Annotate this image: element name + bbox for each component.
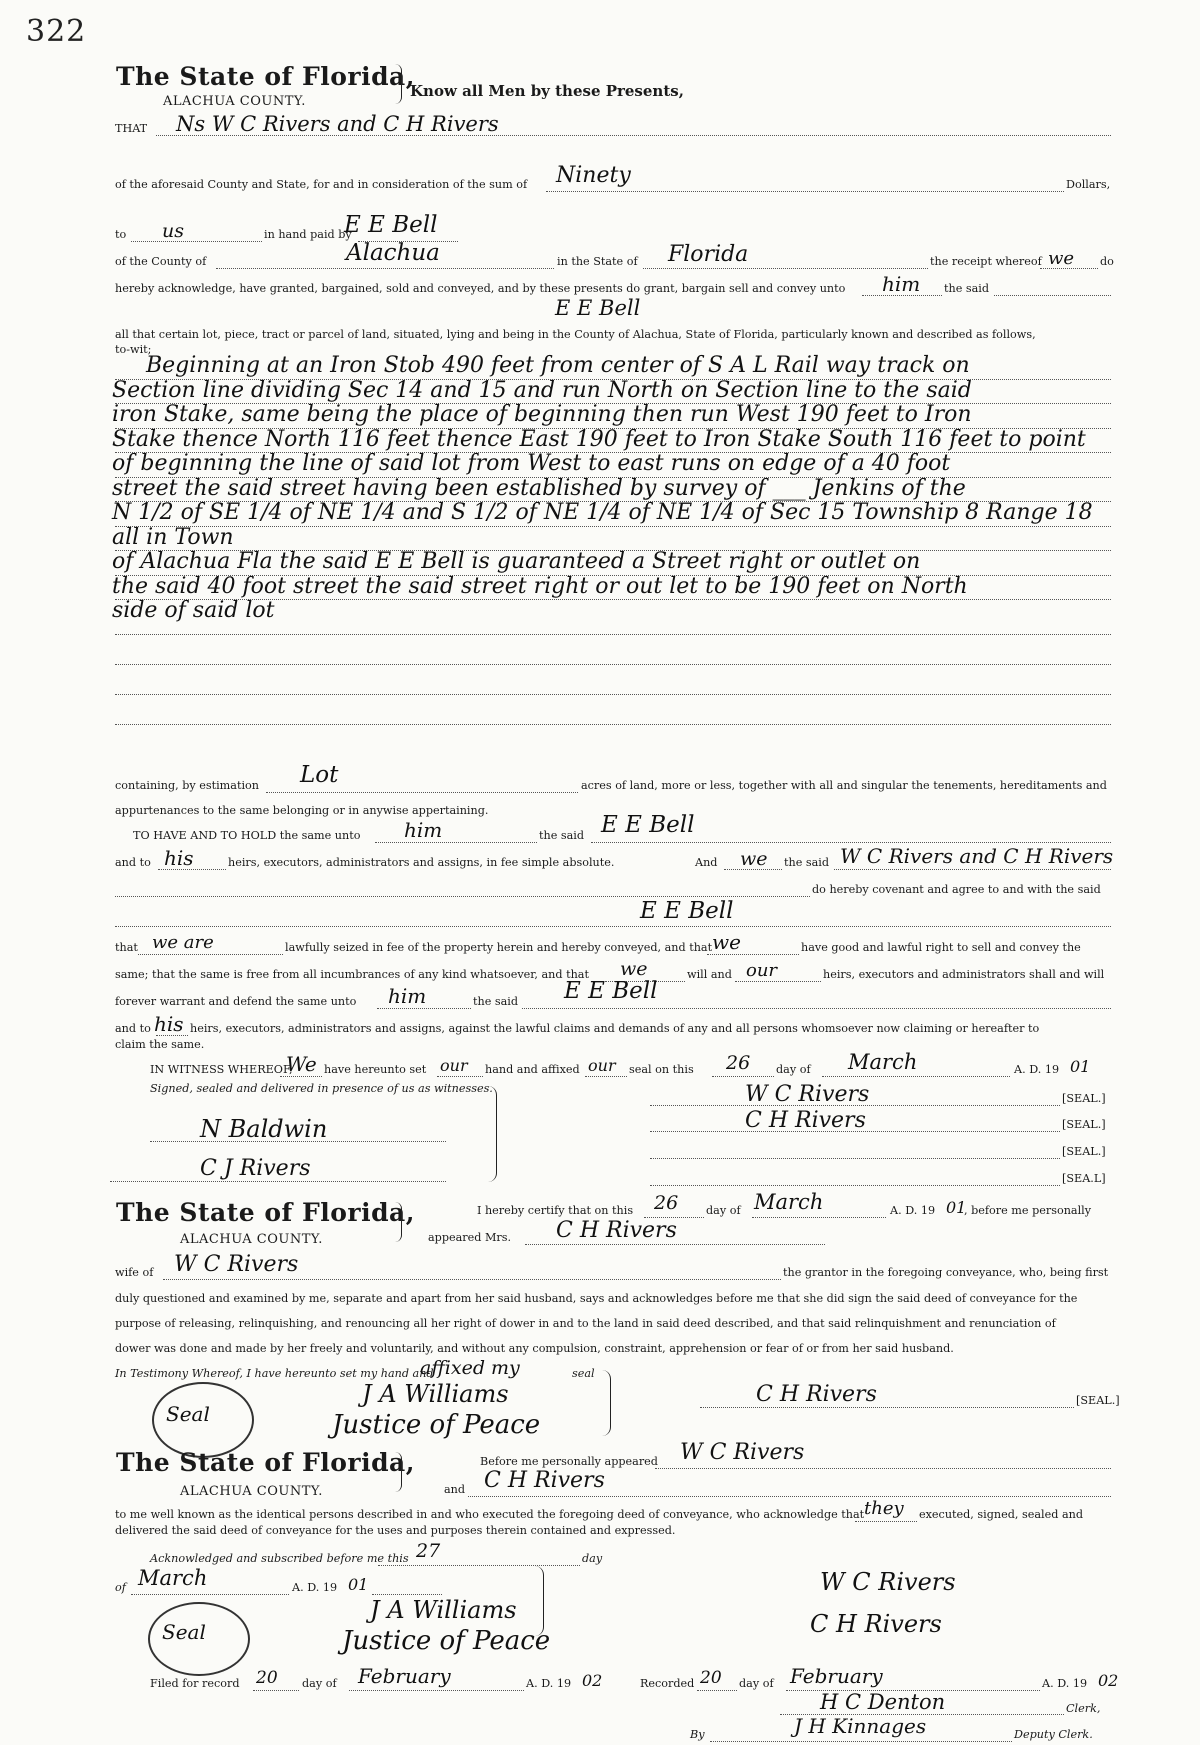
relinq-state-heading: The State of Florida,	[116, 1198, 415, 1227]
relinq-seal: [SEAL.]	[1076, 1394, 1120, 1407]
good-text: have good and lawful right to sell and convey the	[801, 941, 1081, 954]
description-line: Section line dividing Sec 14 and 15 and run North on Section line to the said	[112, 377, 972, 403]
all-that-text: all that certain lot, piece, tract or parcel of land, situated, lying and being in the County of Alachua, State of Florida, particularly known and described as follows,	[115, 328, 1036, 341]
testimony-text: In Testimony Whereof, I have hereunto set my hand and	[115, 1367, 434, 1380]
of-county-label: of the County of	[115, 255, 207, 268]
ack-county-heading: ALACHUA COUNTY.	[180, 1484, 323, 1499]
grantor-names: Ns W C Rivers and C H Rivers	[176, 112, 499, 136]
ruled-lines	[115, 378, 1111, 778]
good-who: we	[712, 930, 741, 954]
header-brace	[395, 64, 402, 104]
seal-4: [SEA.L]	[1062, 1172, 1106, 1185]
witness-day-of: day of	[776, 1063, 811, 1076]
relinq-ad: A. D. 19	[890, 1204, 936, 1217]
relinq-county-heading: ALACHUA COUNTY.	[180, 1232, 323, 1247]
sig3-line	[650, 1157, 1060, 1159]
ack-of: of	[115, 1581, 126, 1594]
filed-year: 02	[582, 1671, 603, 1690]
county-line	[216, 267, 554, 269]
claim-the-same: claim the same.	[115, 1038, 205, 1051]
description-line: Stake thence North 116 feet thence East 190 feet to Iron Stake South 116 feet to point	[112, 426, 1086, 452]
witness1-signature: N Baldwin	[200, 1115, 328, 1143]
covenant-grantors: W C Rivers and C H Rivers	[840, 844, 1114, 868]
filed-day-of: day of	[302, 1677, 337, 1690]
ack-seal-text: Seal	[162, 1620, 206, 1644]
grantor-signature-1: W C Rivers	[745, 1082, 870, 1107]
relinq-official-title: Justice of Peace	[332, 1410, 541, 1440]
forever-who: him	[388, 984, 427, 1008]
they-line	[855, 1520, 917, 1522]
ack-signature-1: W C Rivers	[820, 1568, 956, 1596]
and-to-label: and to	[115, 856, 151, 869]
state-heading: The State of Florida,	[116, 62, 415, 91]
deputy-label: Deputy Clerk.	[1014, 1728, 1093, 1741]
ack-before-me: Before me personally appeared	[480, 1455, 658, 1468]
state-line	[643, 267, 928, 269]
have-grantee: E E Bell	[601, 812, 695, 838]
ack-state-heading: The State of Florida,	[116, 1448, 415, 1477]
and-label: And	[695, 856, 718, 869]
appurtenances-text: appurtenances to the same belonging or in anywise appertaining.	[115, 804, 489, 817]
rec-day-of: day of	[739, 1677, 774, 1690]
description-line: N 1/2 of SE 1/4 of NE 1/4 and S 1/2 of NE 1/4 of NE 1/4 of Sec 15 Township 8 Range 18 all in Town	[112, 500, 1093, 550]
ack-person2: C H Rivers	[484, 1468, 605, 1493]
page-number: 322	[26, 14, 87, 49]
witness-day-line	[712, 1075, 774, 1077]
grantor-text: the grantor in the foregoing conveyance, who, being first	[783, 1266, 1109, 1279]
the-said-line	[994, 294, 1111, 296]
to-wit-label: to-wit;	[115, 343, 152, 356]
forever-text: forever warrant and defend the same unto	[115, 995, 357, 1008]
appeared-line	[525, 1243, 825, 1245]
to-value: us	[162, 220, 184, 242]
ack-year: 01	[348, 1575, 369, 1594]
ack-line1-b: executed, signed, sealed and	[919, 1508, 1083, 1521]
seal-3: [SEAL.]	[1062, 1145, 1106, 1158]
covenant-grantors-line	[834, 868, 1111, 870]
ack-person1: W C Rivers	[680, 1440, 805, 1465]
testimony-seal-word: seal	[572, 1367, 595, 1380]
our-who: our	[746, 960, 778, 981]
description-line: of Alachua Fla the said E E Bell is guaranteed a Street right or outlet on	[112, 549, 921, 574]
relinq-brace	[395, 1202, 402, 1242]
will-and: will and	[687, 968, 732, 981]
ack-signature-2: C H Rivers	[810, 1610, 942, 1638]
clerk-label: Clerk,	[1066, 1702, 1101, 1715]
covenant-grantee: E E Bell	[640, 898, 734, 924]
relinq-month: March	[754, 1190, 824, 1214]
testimony-handwritten: affixed my	[420, 1357, 520, 1379]
relinq-signer-signature: C H Rivers	[756, 1382, 877, 1407]
by-label: By	[690, 1728, 705, 1741]
person2-line	[468, 1495, 1111, 1497]
seal-on-label: seal on this	[629, 1063, 694, 1076]
have-said-line	[591, 841, 1111, 843]
convey-unto-value: him	[882, 272, 921, 296]
know-all-men: Know all Men by these Presents,	[410, 82, 684, 100]
ack-and: and	[444, 1483, 466, 1496]
ack-official-title: Justice of Peace	[342, 1626, 551, 1656]
witness-day: 26	[726, 1052, 751, 1074]
description-line: the said 40 foot street the said street right or out let to be 190 feet on North	[112, 573, 968, 599]
rec-month: February	[790, 1664, 883, 1688]
relinq-before-me: , before me personally	[964, 1204, 1092, 1217]
ack-day: 27	[416, 1540, 441, 1562]
hereby-ack-text: hereby acknowledge, have granted, bargained, sold and conveyed, and by these presents do grant, bargain sell and convey unto	[115, 282, 846, 295]
have-unto-value: him	[404, 818, 443, 842]
description-line: street the said street having been established by survey of ___ Jenkins of the	[112, 475, 966, 501]
filed-day-line	[253, 1689, 299, 1691]
grantee-name: E E Bell	[555, 296, 641, 320]
signed-sealed-text: Signed, sealed and delivered in presence of us as witnesses.	[150, 1082, 493, 1095]
grantor-signature-2: C H Rivers	[745, 1108, 866, 1133]
filed-month: February	[358, 1664, 451, 1688]
ack-line1-a: to me well known as the identical persons described in and who executed the foregoing deed of conveyance, who acknowledge that	[115, 1508, 865, 1521]
rec-day: 20	[700, 1668, 722, 1688]
relinq-day: 26	[654, 1192, 679, 1214]
testimony-brace	[602, 1370, 611, 1436]
consideration-text: of the aforesaid County and State, for and in consideration of the sum of	[115, 178, 528, 191]
ack-month: March	[138, 1566, 208, 1590]
covenant-text: do hereby covenant and agree to and with the said	[812, 883, 1101, 896]
forever-said: the said	[473, 995, 519, 1008]
the-said-2: the said	[784, 856, 830, 869]
witness2-signature: C J Rivers	[200, 1156, 311, 1181]
receipt-label: the receipt whereof	[930, 255, 1042, 268]
that-label: THAT	[115, 122, 148, 135]
acres-value: Lot	[300, 762, 339, 788]
ack-they: they	[864, 1498, 904, 1519]
rec-ad: A. D. 19	[1042, 1677, 1088, 1690]
relinq-official-signature: J A Williams	[362, 1380, 509, 1408]
in-hand-paid-label: in hand paid by	[264, 228, 352, 241]
seized-who-line	[138, 953, 283, 955]
ack-day-word: day	[582, 1552, 603, 1565]
receipt-who: we	[1048, 248, 1075, 269]
have-said-label: the said	[539, 829, 585, 842]
relinq-day-of: day of	[706, 1204, 741, 1217]
appeared-name: C H Rivers	[556, 1218, 677, 1243]
person1-line	[655, 1467, 1111, 1469]
his-who: his	[154, 1012, 184, 1036]
hand-affixed-label: hand and affixed	[485, 1063, 580, 1076]
ack-official-signature: J A Williams	[370, 1596, 517, 1624]
witness-month-line	[822, 1075, 1010, 1077]
acres-text: acres of land, more or less, together with all and singular the tenements, hereditaments and	[581, 779, 1107, 792]
filed-ad: A. D. 19	[526, 1677, 572, 1690]
witness-who: We	[286, 1052, 317, 1076]
county-heading: ALACHUA COUNTY.	[163, 94, 306, 109]
filed-day: 20	[256, 1668, 278, 1688]
appeared-label: appeared Mrs.	[428, 1231, 512, 1244]
county-value: Alachua	[346, 240, 440, 266]
ack-subscribed: Acknowledged and subscribed before me this	[150, 1552, 409, 1565]
witness-our2: our	[588, 1056, 616, 1075]
covenant-grantee-line	[115, 925, 1111, 927]
clerk-signature: H C Denton	[820, 1690, 946, 1714]
sig4-line	[650, 1184, 1060, 1186]
sum-line	[546, 190, 1064, 192]
heirs-text: heirs, executors, administrators and assigns, in fee simple absolute.	[228, 856, 615, 869]
acres-line	[266, 791, 578, 793]
rec-year: 02	[1098, 1671, 1119, 1690]
will-who: we	[620, 958, 648, 980]
deputy-signature: J H Kinnages	[794, 1714, 927, 1738]
that-label-2: that	[115, 941, 138, 954]
ack-line2: delivered the said deed of conveyance for the uses and purposes therein contained and expressed.	[115, 1524, 676, 1537]
and-to-2: and to	[115, 1022, 151, 1035]
our2-line	[585, 1075, 627, 1077]
seized-who: we are	[152, 932, 214, 953]
relinq-year: 01	[946, 1198, 967, 1217]
description-line: Beginning at an Iron Stob 490 feet from center of S A L Rail way track on	[146, 353, 970, 378]
our1-line	[437, 1075, 483, 1077]
to-line	[131, 240, 262, 242]
ack-day-line	[378, 1564, 580, 1566]
seal-1: [SEAL.]	[1062, 1092, 1106, 1105]
state-value: Florida	[668, 242, 749, 267]
in-state-label: in the State of	[557, 255, 638, 268]
wife-of-label: wife of	[115, 1266, 154, 1279]
witness-month: March	[848, 1050, 918, 1074]
husband-line	[163, 1278, 781, 1280]
forever-grantee: E E Bell	[564, 978, 658, 1004]
dollars-label: Dollars,	[1066, 178, 1111, 191]
witness-brace	[488, 1086, 497, 1182]
witness-ad: A. D. 19	[1014, 1063, 1060, 1076]
filed-month-line	[349, 1689, 524, 1691]
husband-name: W C Rivers	[174, 1252, 299, 1277]
containing-label: containing, by estimation	[115, 779, 259, 792]
relinq-body-2: purpose of releasing, relinquishing, and renouncing all her right of dower in and to the land in said deed described, and that said relinquishment and renunciation of	[115, 1317, 1056, 1330]
description-line: iron Stake, same being the place of beginning then run West 190 feet to Iron	[112, 402, 972, 427]
deputy-line	[710, 1740, 1012, 1742]
ack-ad: A. D. 19	[292, 1581, 338, 1594]
hereunto-label: have hereunto set	[324, 1063, 427, 1076]
same-text: same; that the same is free from all incumbrances of any kind whatsoever, and that	[115, 968, 589, 981]
have-unto-line	[375, 841, 537, 843]
in-witness-label: IN WITNESS WHEREOF,	[150, 1063, 293, 1076]
relinq-body-3: dower was done and made by her freely and voluntarily, and without any compulsion, constraint, apprehension or fear of or from her said husband.	[115, 1342, 954, 1355]
to-have-label: TO HAVE AND TO HOLD the same unto	[133, 829, 361, 842]
the-said-label: the said	[944, 282, 990, 295]
ack-year-line	[372, 1593, 442, 1595]
and-we: we	[740, 848, 768, 870]
notary-seal-text: Seal	[166, 1402, 210, 1426]
recorded-label: Recorded	[640, 1677, 695, 1690]
filed-label: Filed for record	[150, 1677, 240, 1690]
paid-by-value: E E Bell	[344, 212, 438, 238]
sum-value: Ninety	[556, 163, 631, 188]
relinq-month-line	[752, 1216, 886, 1218]
relinq-body-1: duly questioned and examined by me, separate and apart from her said husband, says and acknowledges before me that she did sign the said deed of conveyance for the	[115, 1292, 1078, 1305]
heirs-who: his	[164, 846, 194, 870]
witness-our1: our	[440, 1056, 468, 1075]
rec-day-line	[697, 1689, 737, 1691]
ack-brace	[395, 1452, 402, 1492]
claims-text: heirs, executors, administrators and assigns, against the lawful claims and demands of any and all persons whomsoever now claiming or hereafter to	[190, 1022, 1040, 1035]
witness-year: 01	[1070, 1057, 1091, 1076]
do-label: do	[1100, 255, 1114, 268]
certify-text: I hereby certify that on this	[477, 1204, 634, 1217]
ack-month-line	[131, 1593, 289, 1595]
covenant-blank-line	[115, 895, 810, 897]
description-line: side of said lot	[112, 598, 275, 623]
forever-grantee-line	[522, 1007, 1111, 1009]
seized-text: lawfully seized in fee of the property herein and hereby conveyed, and that	[285, 941, 713, 954]
seal-2: [SEAL.]	[1062, 1118, 1106, 1131]
description-line: of beginning the line of said lot from West to east runs on edge of a 40 foot	[112, 451, 951, 476]
to-label: to	[115, 228, 127, 241]
heirs-shall: heirs, executors and administrators shall and will	[823, 968, 1105, 981]
